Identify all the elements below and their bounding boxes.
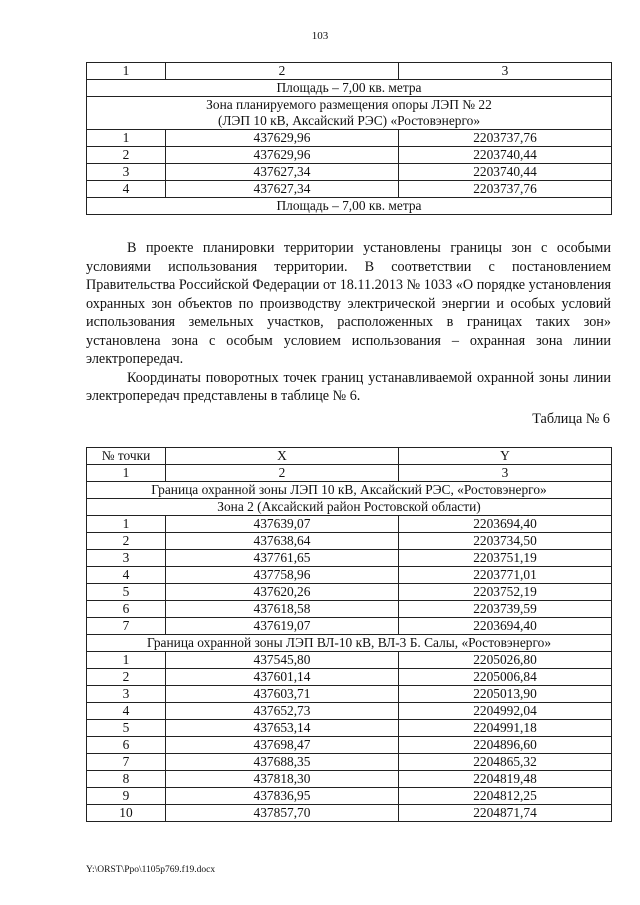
point-number-cell: 6: [87, 737, 166, 754]
table-row: [87, 130, 612, 147]
y-coordinate-cell: 2203737,76: [399, 130, 612, 147]
x-coordinate-cell: 437629,96: [166, 147, 399, 164]
section-subtitle: Зона 2 (Аксайский район Ростовской области): [87, 499, 612, 516]
y-coordinate-cell: 2205026,80: [399, 652, 612, 669]
table-row: [87, 720, 612, 737]
point-number-cell: 3: [87, 550, 166, 567]
y-coordinate-cell: 2203737,76: [399, 181, 612, 198]
y-coordinate-cell: 2204812,25: [399, 788, 612, 805]
numbering-row: [87, 465, 612, 482]
table-row: [87, 703, 612, 720]
paragraph: Координаты поворотных точек границ устанавливаемой охранной зоны линии электропередач представлены в таблице № 6.: [86, 369, 611, 404]
table-row: [87, 550, 612, 567]
point-number-cell: 2: [87, 147, 166, 164]
point-number-cell: 7: [87, 754, 166, 771]
zone-title: [87, 97, 612, 130]
x-coordinate-cell: 437857,70: [166, 805, 399, 822]
header-cell: № точки: [87, 448, 166, 465]
point-number-cell: 3: [87, 686, 166, 703]
x-coordinate-cell: 437627,34: [166, 181, 399, 198]
point-number-cell: 4: [87, 567, 166, 584]
table-row: [87, 181, 612, 198]
table-row: [87, 771, 612, 788]
table-row: [87, 618, 612, 635]
header-cell: X: [166, 448, 399, 465]
zone-coordinates-table: [86, 62, 612, 215]
x-coordinate-cell: 437545,80: [166, 652, 399, 669]
y-coordinate-cell: 2203771,01: [399, 567, 612, 584]
x-coordinate-cell: 437653,14: [166, 720, 399, 737]
y-coordinate-cell: 2203734,50: [399, 533, 612, 550]
point-number-cell: 4: [87, 181, 166, 198]
zone-title-line1: Зона планируемого размещения опоры ЛЭП № 22: [206, 97, 492, 112]
header-cell: Y: [399, 448, 612, 465]
header-cell: 2: [166, 63, 399, 80]
table-row: [87, 805, 612, 822]
x-coordinate-cell: 437619,07: [166, 618, 399, 635]
header-cell: 3: [399, 63, 612, 80]
x-coordinate-cell: 437603,71: [166, 686, 399, 703]
section-title: Граница охранной зоны ЛЭП 10 кВ, Аксайский РЭС, «Ростовэнерго»: [87, 482, 612, 499]
x-coordinate-cell: 437836,95: [166, 788, 399, 805]
x-coordinate-cell: 437688,35: [166, 754, 399, 771]
y-coordinate-cell: 2205013,90: [399, 686, 612, 703]
header-cell: 1: [87, 63, 166, 80]
point-number-cell: 1: [87, 652, 166, 669]
table-row: [87, 567, 612, 584]
file-path-footer: Y:\ORST\Ppo\1105p769.f19.docx: [86, 865, 216, 875]
y-coordinate-cell: 2204865,32: [399, 754, 612, 771]
point-number-cell: 2: [87, 669, 166, 686]
point-number-cell: 6: [87, 601, 166, 618]
paragraph: В проекте планировки территории установлены границы зон с особыми условиями использования территории. В соответствии с постановлением Правительства Российской Федерации от 18.11.2013 № 1033 «О порядке установления охранных зон объектов по производству электрической энергии и особых условий использования земельных участков, расположенных в границах таких зон» установлена зона с особым условием использования – охранная зона линии электропередач.: [86, 240, 611, 367]
point-number-cell: 10: [87, 805, 166, 822]
y-coordinate-cell: 2203694,40: [399, 516, 612, 533]
x-coordinate-cell: 437639,07: [166, 516, 399, 533]
table-row: [87, 788, 612, 805]
table-row: [87, 686, 612, 703]
y-coordinate-cell: 2203694,40: [399, 618, 612, 635]
body-text: [86, 239, 611, 406]
x-coordinate-cell: 437698,47: [166, 737, 399, 754]
y-coordinate-cell: 2204871,74: [399, 805, 612, 822]
x-coordinate-cell: 437761,65: [166, 550, 399, 567]
y-coordinate-cell: 2204819,48: [399, 771, 612, 788]
table-row: [87, 669, 612, 686]
table-row: [87, 754, 612, 771]
zone-title-line2: (ЛЭП 10 кВ, Аксайский РЭС) «Ростовэнерго»: [217, 113, 481, 128]
y-coordinate-cell: 2204896,60: [399, 737, 612, 754]
y-coordinate-cell: 2203752,19: [399, 584, 612, 601]
point-number-cell: 7: [87, 618, 166, 635]
table-row: [87, 652, 612, 669]
y-coordinate-cell: 2204992,04: [399, 703, 612, 720]
y-coordinate-cell: 2203739,59: [399, 601, 612, 618]
x-coordinate-cell: 437618,58: [166, 601, 399, 618]
table-caption: Таблица № 6: [532, 411, 610, 427]
numbering-cell: 1: [87, 465, 166, 482]
x-coordinate-cell: 437818,30: [166, 771, 399, 788]
table-row: [87, 164, 612, 181]
table-header-row: [87, 448, 612, 465]
table-row: [87, 147, 612, 164]
table-header-row: [87, 63, 612, 80]
point-number-cell: 8: [87, 771, 166, 788]
point-number-cell: 3: [87, 164, 166, 181]
y-coordinate-cell: 2203740,44: [399, 147, 612, 164]
x-coordinate-cell: 437627,34: [166, 164, 399, 181]
x-coordinate-cell: 437620,26: [166, 584, 399, 601]
area-row: Площадь – 7,00 кв. метра: [87, 80, 612, 97]
area-row: Площадь – 7,00 кв. метра: [87, 198, 612, 215]
y-coordinate-cell: 2203751,19: [399, 550, 612, 567]
y-coordinate-cell: 2203740,44: [399, 164, 612, 181]
x-coordinate-cell: 437601,14: [166, 669, 399, 686]
point-number-cell: 1: [87, 130, 166, 147]
numbering-cell: 3: [399, 465, 612, 482]
page-number: 103: [311, 30, 329, 42]
protection-zone-table: [86, 447, 612, 822]
point-number-cell: 4: [87, 703, 166, 720]
y-coordinate-cell: 2205006,84: [399, 669, 612, 686]
table-row: [87, 533, 612, 550]
numbering-cell: 2: [166, 465, 399, 482]
point-number-cell: 5: [87, 720, 166, 737]
point-number-cell: 9: [87, 788, 166, 805]
section-title: Граница охранной зоны ЛЭП ВЛ-10 кВ, ВЛ-3 Б. Салы, «Ростовэнерго»: [87, 635, 612, 652]
x-coordinate-cell: 437629,96: [166, 130, 399, 147]
y-coordinate-cell: 2204991,18: [399, 720, 612, 737]
table-row: [87, 737, 612, 754]
point-number-cell: 2: [87, 533, 166, 550]
x-coordinate-cell: 437638,64: [166, 533, 399, 550]
point-number-cell: 1: [87, 516, 166, 533]
x-coordinate-cell: 437758,96: [166, 567, 399, 584]
point-number-cell: 5: [87, 584, 166, 601]
table-row: [87, 584, 612, 601]
table-row: [87, 601, 612, 618]
x-coordinate-cell: 437652,73: [166, 703, 399, 720]
table-row: [87, 516, 612, 533]
